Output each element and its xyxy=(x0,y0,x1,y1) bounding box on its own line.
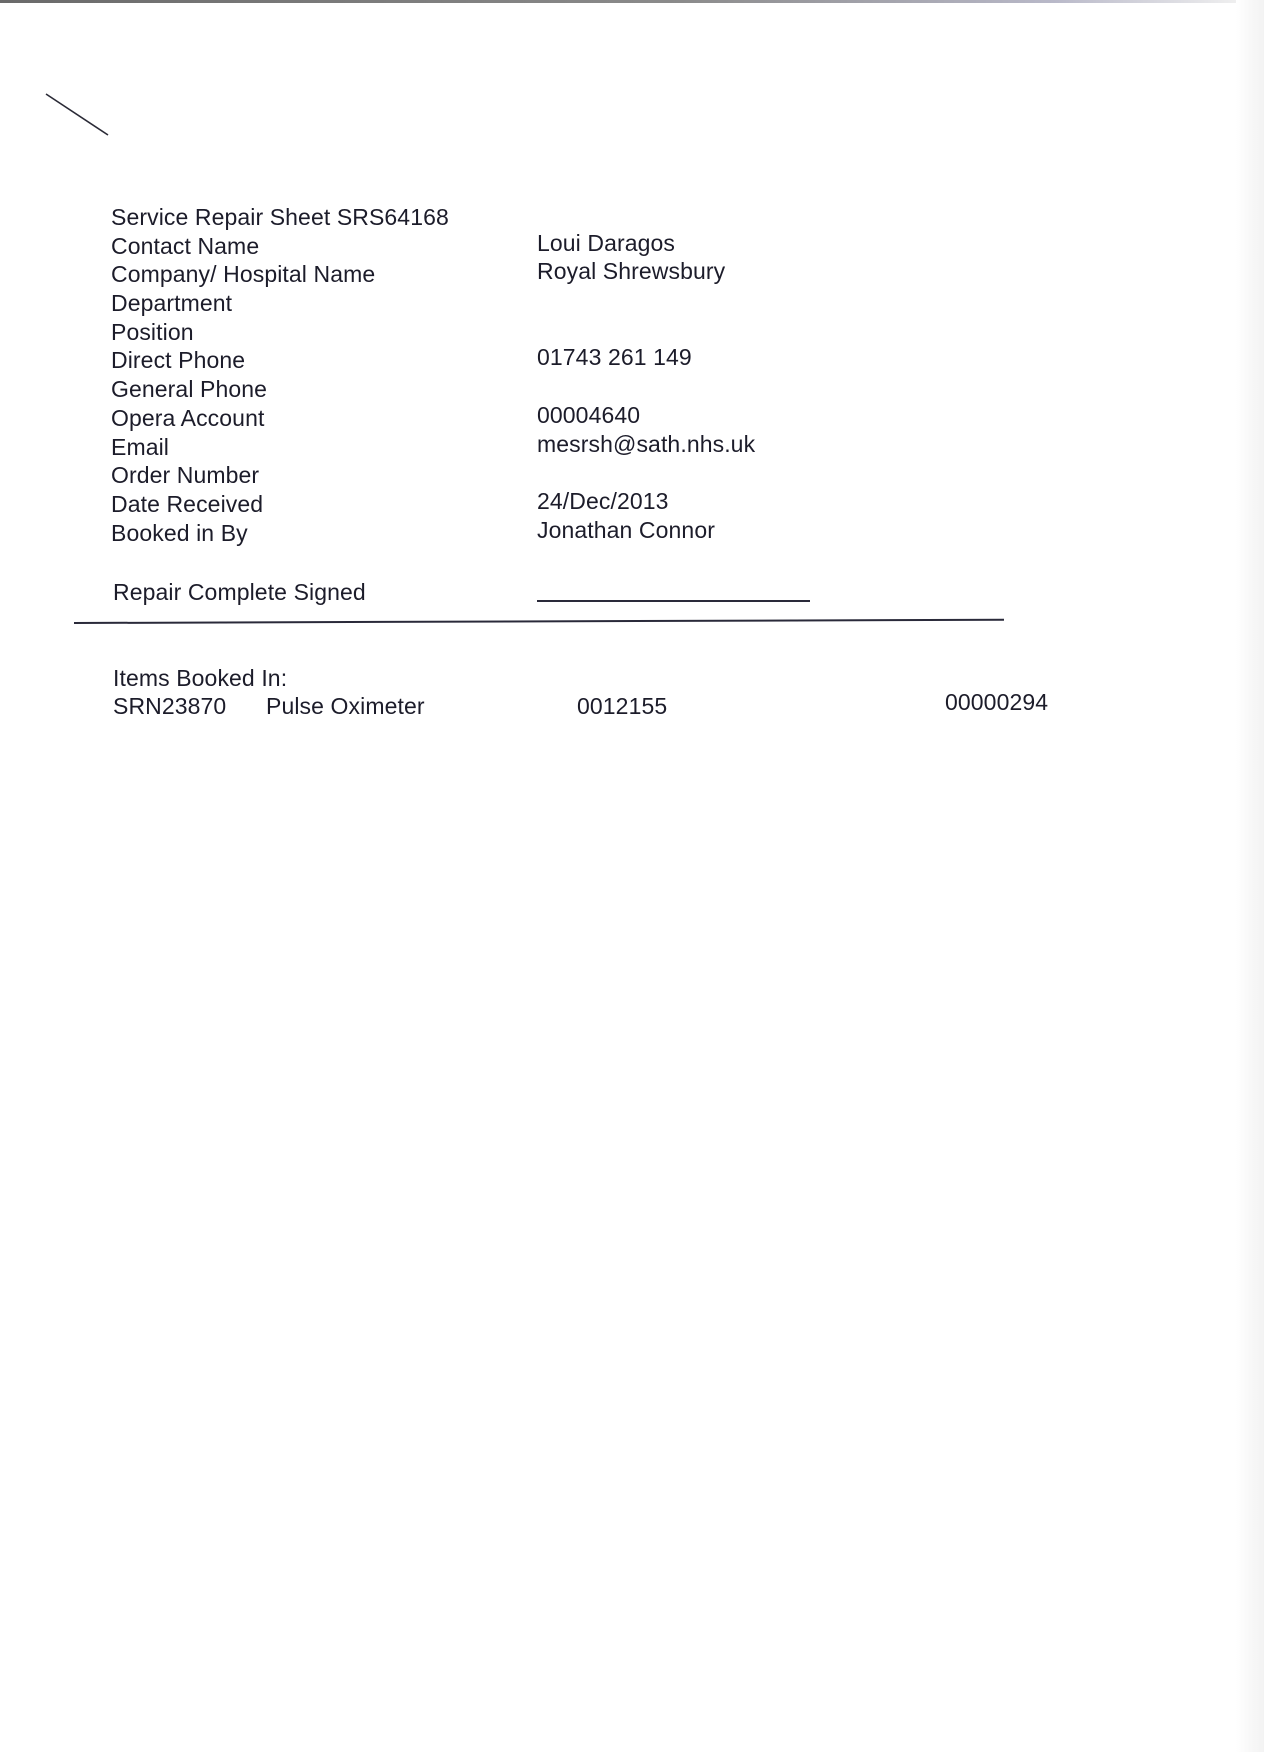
item-ref: SRN23870 xyxy=(113,693,227,719)
scan-top-edge xyxy=(0,0,1240,3)
date-received-label: Date Received xyxy=(111,491,264,517)
contact-name-value: Loui Daragos xyxy=(537,230,676,256)
date-received-value: 24/Dec/2013 xyxy=(537,488,669,514)
direct-phone-value: 01743 261 149 xyxy=(537,344,692,370)
contact-name-label: Contact Name xyxy=(111,233,260,259)
item-code: 00000294 xyxy=(945,689,1049,715)
items-heading: Items Booked In: xyxy=(113,665,288,691)
opera-account-label: Opera Account xyxy=(111,405,265,431)
opera-account-value: 00004640 xyxy=(537,402,641,428)
order-number-label: Order Number xyxy=(111,462,260,488)
company-name-label: Company/ Hospital Name xyxy=(111,261,376,287)
item-serial: 0012155 xyxy=(577,693,668,719)
pen-mark xyxy=(44,92,114,142)
email-value: mesrsh@sath.nhs.uk xyxy=(537,431,756,457)
company-name-value: Royal Shrewsbury xyxy=(537,258,726,284)
repair-complete-label: Repair Complete Signed xyxy=(113,579,366,605)
item-description: Pulse Oximeter xyxy=(266,693,425,719)
department-label: Department xyxy=(111,290,233,316)
signature-line xyxy=(537,600,810,602)
position-label: Position xyxy=(111,319,194,345)
scan-right-edge xyxy=(1236,0,1264,1752)
email-label: Email xyxy=(111,434,170,460)
document-title: Service Repair Sheet SRS64168 xyxy=(111,204,449,230)
general-phone-label: General Phone xyxy=(111,376,268,402)
booked-in-by-value: Jonathan Connor xyxy=(537,517,715,543)
section-divider xyxy=(74,619,1004,624)
direct-phone-label: Direct Phone xyxy=(111,347,246,373)
booked-in-by-label: Booked in By xyxy=(111,520,248,546)
